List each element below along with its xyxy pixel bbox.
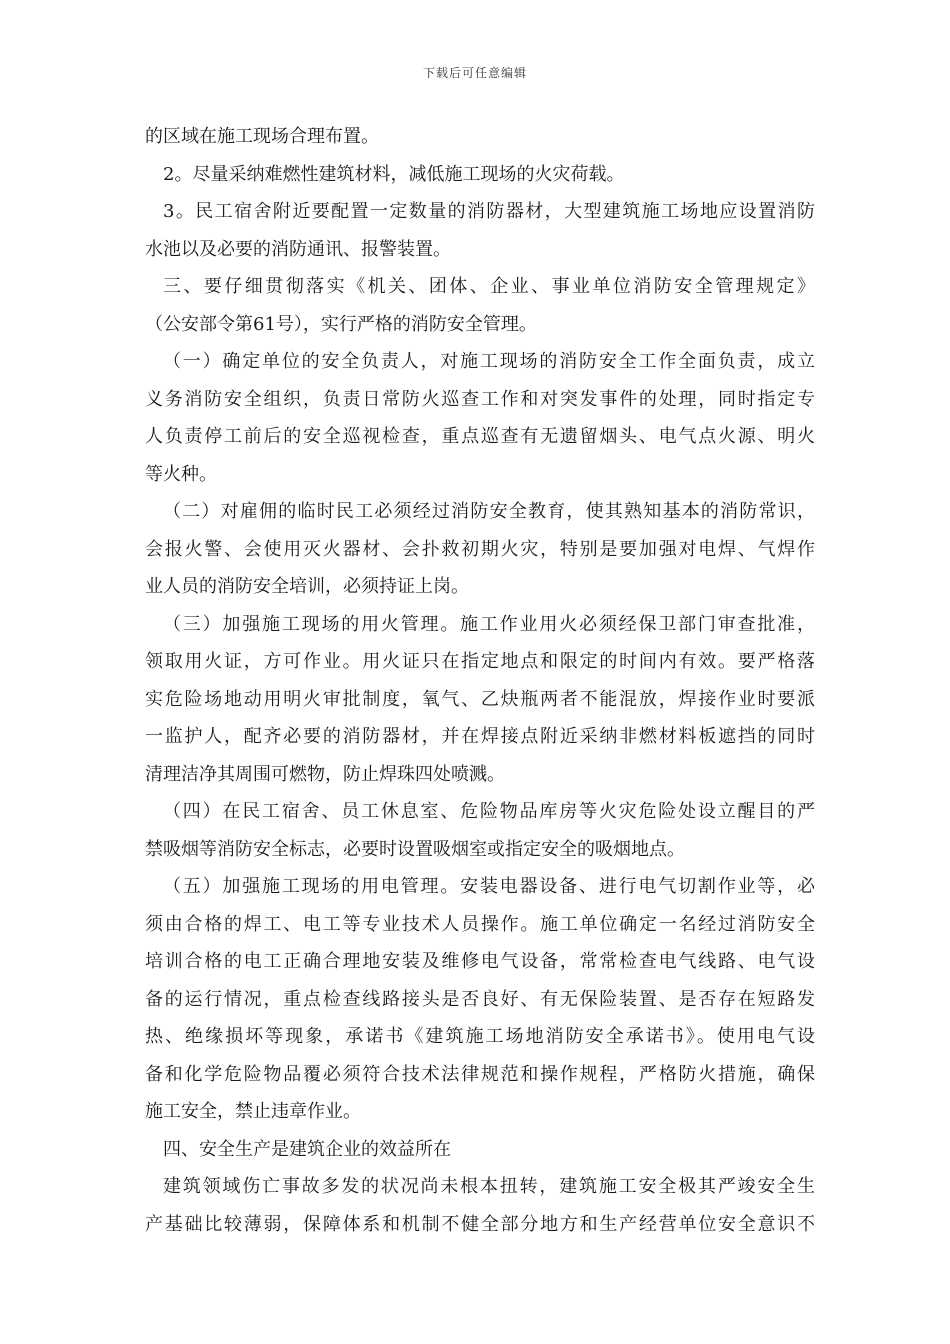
text-line: 人负责停工前后的安全巡视检查，重点巡查有无遗留烟头、电气点火源、明火 (145, 426, 815, 447)
text-line: 备和化学危险物品覆必须符合技术法律规范和操作规程，严格防火措施，确保 (145, 1063, 815, 1085)
text-line: （四）在民工宿舍、员工休息室、危险物品库房等火灾危险处设立醒目的严 (163, 801, 815, 822)
text-line: 产基础比较薄弱，保障体系和机制不健全部分地方和生产经营单位安全意识不 (145, 1213, 815, 1235)
text-line: 会报火警、会使用灭火器材、会扑救初期火灾，特别是要加强对电焊、气焊作 (145, 538, 815, 560)
text-line: 须由合格的焊工、电工等专业技术人员操作。施工单位确定一名经过消防安全 (145, 913, 815, 935)
text-line: 清理洁净其周围可燃物，防止焊珠四处喷溅。 (145, 763, 505, 785)
text-line: 培训合格的电工正确合理地安装及维修电气设备，常常检查电气线路、电气设 (145, 951, 815, 972)
text-line: 义务消防安全组织，负责日常防火巡查工作和对突发事件的处理，同时指定专 (145, 388, 815, 410)
text-line: 一监护人，配齐必要的消防器材，并在焊接点附近采纳非燃材料板遮挡的同时 (145, 726, 815, 747)
document-body (145, 118, 815, 1243)
text-line: 四、安全生产是建筑企业的效益所在 (163, 1138, 451, 1160)
text-line: （三）加强施工现场的用火管理。施工作业用火必须经保卫部门审查批准， (163, 613, 815, 635)
text-line: 施工安全，禁止违章作业。 (145, 1101, 361, 1122)
text-line: 领取用火证，方可作业。用火证只在指定地点和限定的时间内有效。要严格落 (145, 651, 815, 672)
text-line: 建筑领域伤亡事故多发的状况尚未根本扭转，建筑施工安全极其严竣安全生 (163, 1176, 815, 1197)
text-line: 等火种。 (145, 463, 217, 485)
text-line: 三、要仔细贯彻落实《机关、团体、企业、事业单位消防安全管理规定》 (163, 276, 815, 297)
text-line: 2。尽量采纳难燃性建筑材料，减低施工现场的火灾荷载。 (163, 163, 625, 185)
text-line: 禁吸烟等消防安全标志，必要时设置吸烟室或指定安全的吸烟地点。 (145, 838, 685, 860)
text-line: （公安部令第61号），实行严格的消防安全管理。 (145, 313, 537, 335)
text-line: 实危险场地动用明火审批制度，氧气、乙炔瓶两者不能混放，焊接作业时要派 (145, 688, 815, 710)
text-line: （二）对雇佣的临时民工必须经过消防安全教育，使其熟知基本的消防常识， (163, 501, 815, 522)
text-line: （一）确定单位的安全负责人，对施工现场的消防安全工作全面负责，成立 (163, 351, 815, 372)
text-line: （五）加强施工现场的用电管理。安装电器设备、进行电气切割作业等，必 (163, 876, 815, 897)
text-line: 备的运行情况，重点检查线路接头是否良好、有无保险装置、是否存在短路发 (145, 988, 815, 1010)
text-line: 热、绝缘损坏等现象，承诺书《建筑施工场地消防安全承诺书》。使用电气设 (145, 1026, 815, 1047)
text-line: 的区域在施工现场合理布置。 (145, 126, 379, 147)
text-line: 3。民工宿舍附近要配置一定数量的消防器材，大型建筑施工场地应设置消防 (163, 201, 815, 222)
text-line: 水池以及必要的消防通讯、报警装置。 (145, 238, 451, 260)
page-header: 下载后可任意编辑 (422, 66, 527, 80)
text-line: 业人员的消防安全培训，必须持证上岗。 (145, 576, 469, 597)
